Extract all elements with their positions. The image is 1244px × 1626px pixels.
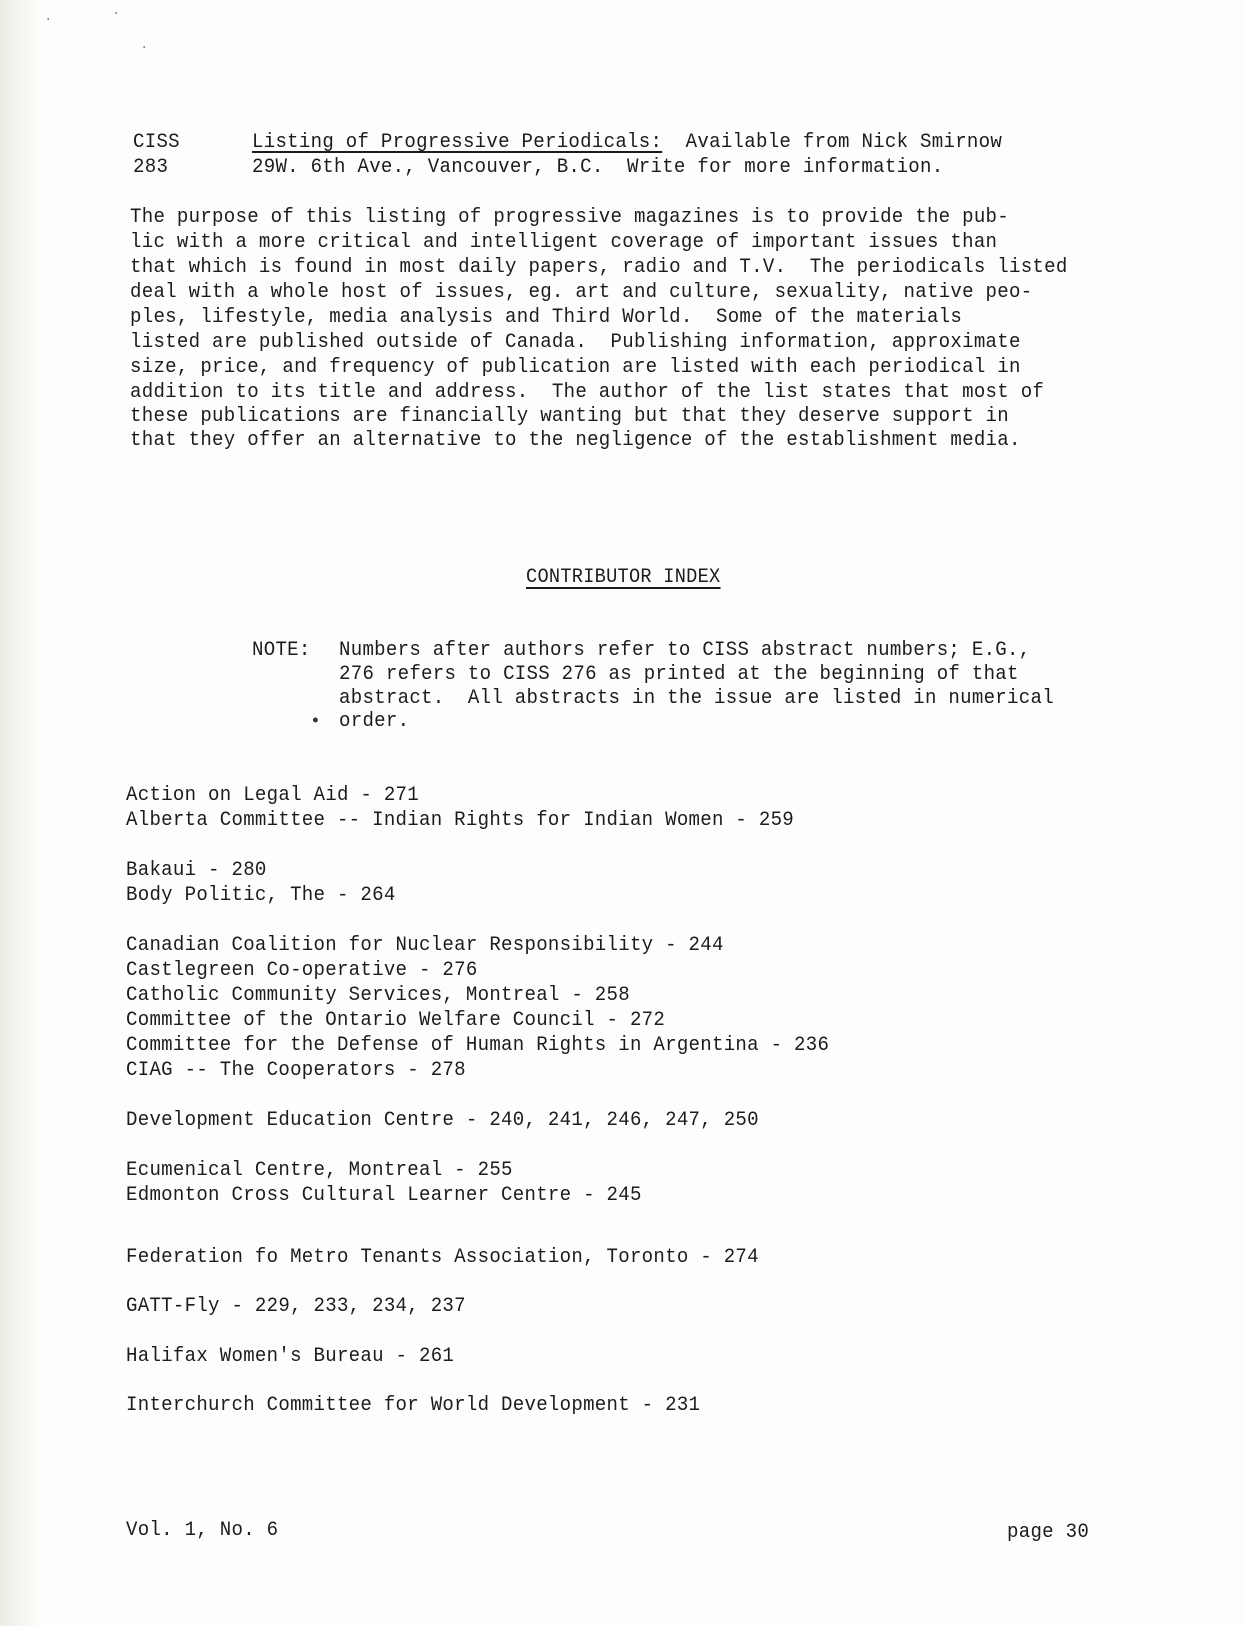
- paragraph-line: The purpose of this listing of progressive magazines is to provide the pub-: [130, 206, 1009, 229]
- abstract-code-label: CISS: [133, 131, 180, 154]
- abstract-title-line: [252, 130, 1002, 155]
- paragraph-line: listed are published outside of Canada. Publishing information, approximate: [130, 331, 1021, 354]
- footer-page-number: page 30: [1007, 1521, 1090, 1544]
- index-entry: Action on Legal Aid - 271: [126, 784, 420, 807]
- contributor-index-title: CONTRIBUTOR INDEX: [526, 566, 721, 589]
- ink-dot: •: [310, 712, 321, 732]
- index-entry: Body Politic, The - 264: [126, 884, 396, 907]
- index-entry: Halifax Women's Bureau - 261: [126, 1345, 455, 1368]
- paragraph-line: ples, lifestyle, media analysis and Third World. Some of the materials: [130, 306, 963, 329]
- ink-speck: ·: [112, 6, 121, 22]
- index-entry: Canadian Coalition for Nuclear Responsibility - 244: [126, 934, 724, 957]
- paragraph-line: lic with a more critical and intelligent coverage of important issues than: [130, 231, 998, 254]
- paragraph-line: deal with a whole host of issues, eg. art and culture, sexuality, native peo-: [130, 281, 1033, 304]
- ink-speck: ·: [140, 40, 149, 56]
- index-entry: Interchurch Committee for World Development - 231: [126, 1394, 701, 1417]
- index-entry: Edmonton Cross Cultural Learner Centre - 245: [126, 1184, 642, 1207]
- note-line: 276 refers to CISS 276 as printed at the beginning of that: [339, 663, 1019, 686]
- footer-volume: Vol. 1, No. 6: [126, 1519, 279, 1542]
- index-entry: Ecumenical Centre, Montreal - 255: [126, 1159, 513, 1182]
- index-entry: Bakaui - 280: [126, 859, 267, 882]
- index-entry: Development Education Centre - 240, 241, 246, 247, 250: [126, 1109, 759, 1132]
- abstract-availability: Available from Nick Smirnow: [685, 131, 1003, 154]
- index-entry: Federation fo Metro Tenants Association, Toronto - 274: [126, 1246, 759, 1269]
- abstract-title: Listing of Progressive Periodicals:: [252, 131, 663, 154]
- paragraph-line: that which is found in most daily papers, radio and T.V. The periodicals listed: [130, 256, 1068, 279]
- index-entry: Committee of the Ontario Welfare Council - 272: [126, 1009, 666, 1032]
- paragraph-line: these publications are financially wanting but that they deserve support in: [130, 405, 1009, 428]
- paragraph-line: addition to its title and address. The author of the list states that most of: [130, 381, 1045, 404]
- note-line: Numbers after authors refer to CISS abstract numbers; E.G.,: [339, 639, 1031, 662]
- note-label: NOTE:: [252, 639, 311, 662]
- page-edge-shadow: [0, 0, 40, 1626]
- index-entry: GATT-Fly - 229, 233, 234, 237: [126, 1295, 466, 1318]
- abstract-number: 283: [133, 156, 169, 179]
- paragraph-line: size, price, and frequency of publication are listed with each periodical in: [130, 356, 1021, 379]
- note-line: abstract. All abstracts in the issue are listed in numerical: [339, 687, 1054, 710]
- index-entry: Alberta Committee -- Indian Rights for Indian Women - 259: [126, 809, 795, 832]
- index-entry: Committee for the Defense of Human Rights in Argentina - 236: [126, 1034, 830, 1057]
- paragraph-line: that they offer an alternative to the negligence of the establishment media.: [130, 429, 1021, 452]
- abstract-address: 29W. 6th Ave., Vancouver, B.C. Write for more information.: [252, 156, 944, 179]
- ink-speck: ·: [44, 12, 53, 28]
- index-entry: Catholic Community Services, Montreal - 258: [126, 984, 630, 1007]
- note-line: order.: [339, 710, 410, 733]
- index-entry: CIAG -- The Cooperators - 278: [126, 1059, 466, 1082]
- index-entry: Castlegreen Co-operative - 276: [126, 959, 478, 982]
